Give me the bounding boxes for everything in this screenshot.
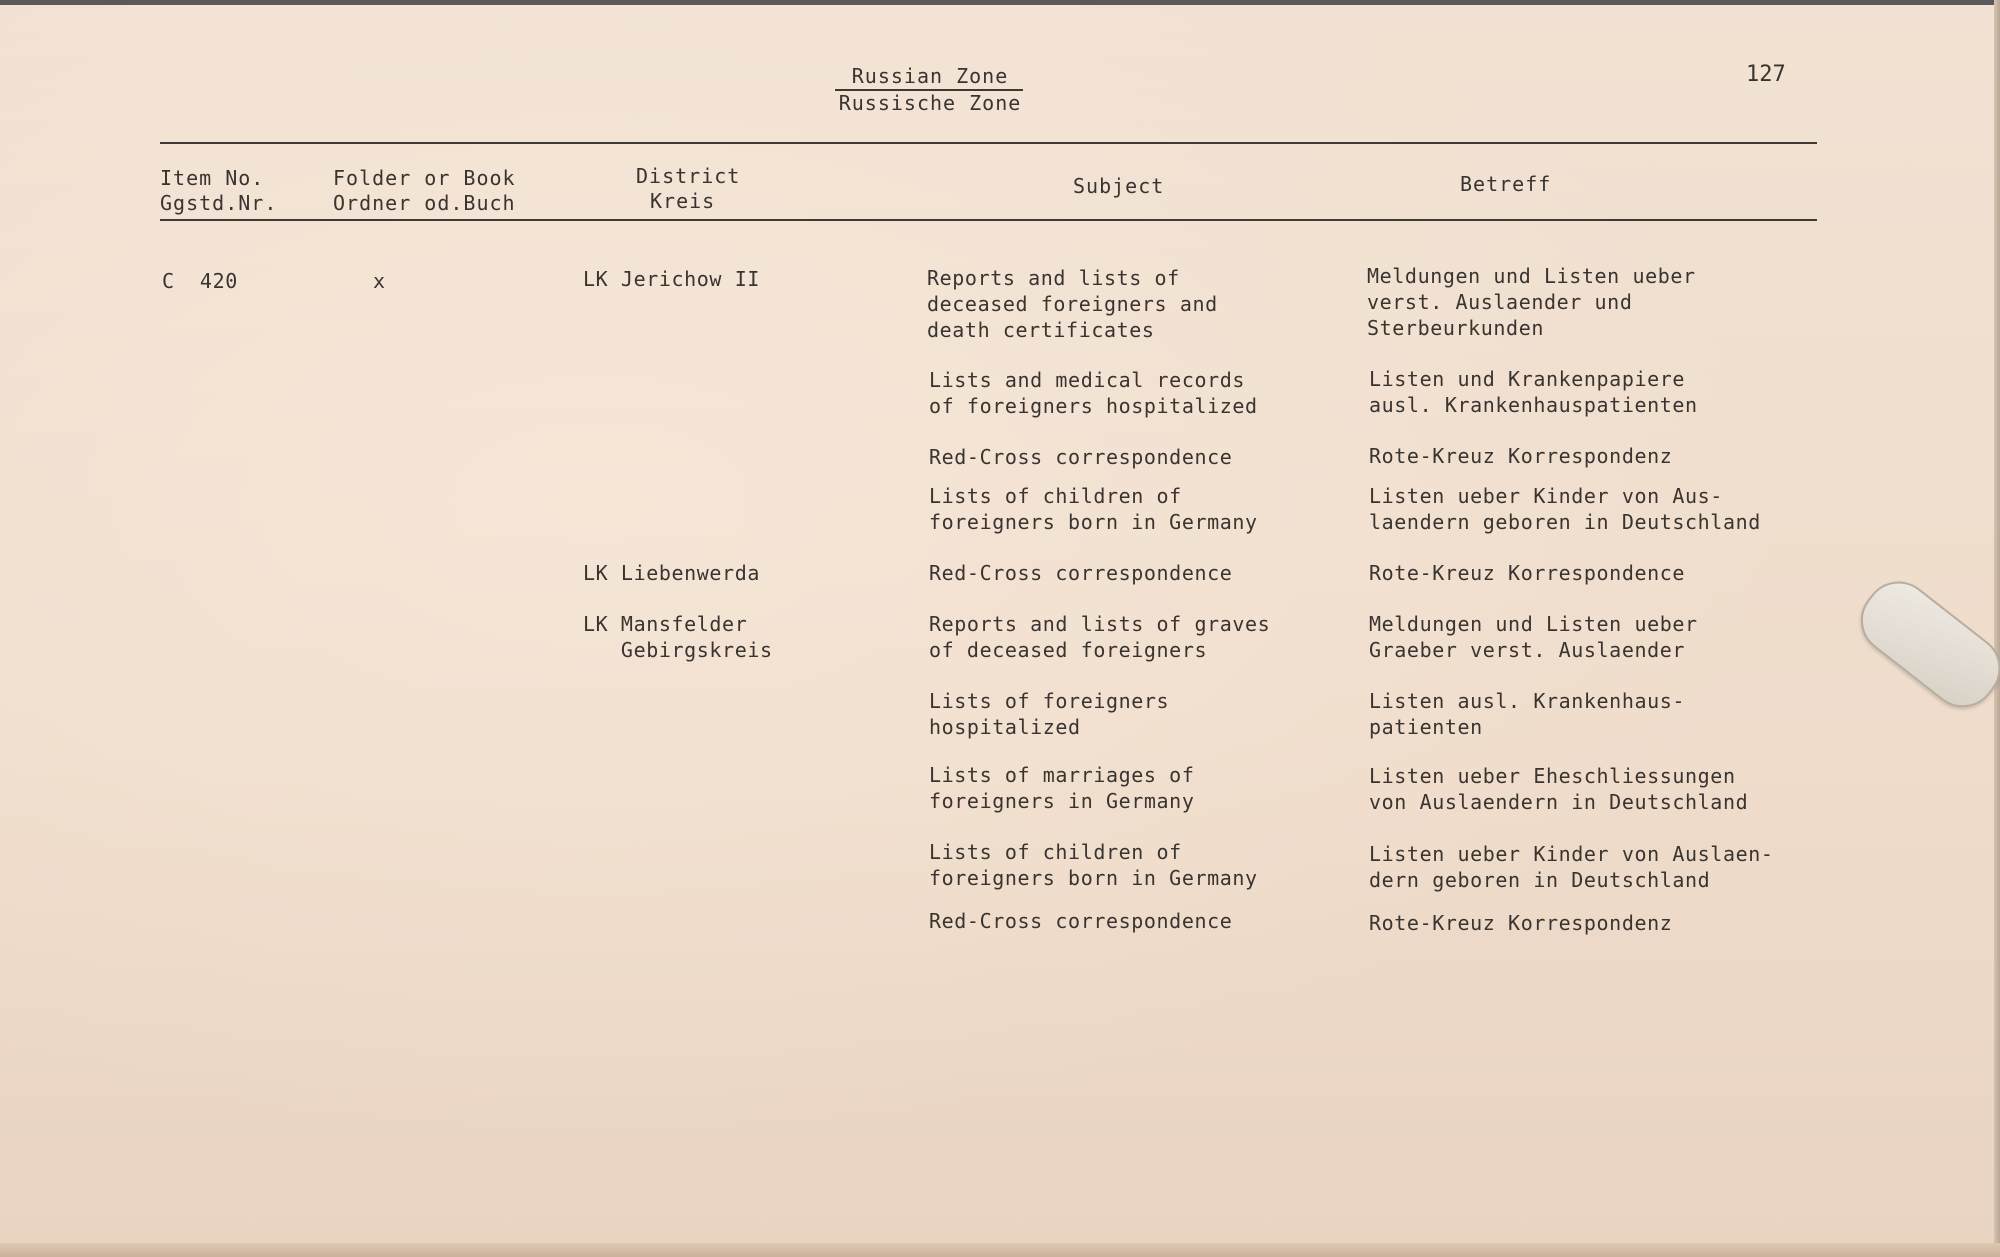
betreff-cell: Listen ueber Eheschliessungen von Auslaendern in Deutschland [1369, 764, 1749, 814]
index-tab [1847, 568, 2000, 721]
subject-cell: Lists of marriages of foreigners in Germany [929, 763, 1195, 813]
betreff-cell: Listen ausl. Krankenhaus- patienten [1369, 689, 1686, 739]
page-right-edge [1994, 0, 2000, 1257]
betreff-cell: Meldungen und Listen ueber Graeber verst. Auslaender [1369, 612, 1698, 662]
scan-top-edge [0, 0, 2000, 5]
subject-cell: Lists and medical records of foreigners hospitalized [929, 368, 1258, 418]
item-number: C 420 [162, 269, 238, 293]
header-top-rule [160, 142, 1817, 144]
betreff-cell: Rote-Kreuz Korrespondenz [1369, 444, 1673, 468]
subject-cell: Reports and lists of deceased foreigners and death certificates [927, 266, 1218, 342]
subject-cell: Reports and lists of graves of deceased foreigners [929, 612, 1271, 662]
folder-mark: x [373, 269, 386, 293]
subject-cell: Lists of children of foreigners born in Germany [929, 484, 1258, 534]
betreff-cell: Meldungen und Listen ueber verst. Auslaender und Sterbeurkunden [1367, 264, 1696, 340]
betreff-cell: Listen ueber Kinder von Auslaen- dern geboren in Deutschland [1369, 842, 1774, 892]
header-betreff: Betreff [1460, 172, 1552, 196]
header-item-no-de: Ggstd.Nr. [160, 191, 278, 215]
header-bottom-rule [160, 219, 1817, 221]
subject-cell: Lists of foreigners hospitalized [929, 689, 1170, 739]
header-subject: Subject [1073, 174, 1165, 198]
header-folder-de: Ordner od.Buch [333, 191, 516, 215]
subject-cell: Red-Cross correspondence [929, 909, 1233, 933]
header-item-no-en: Item No. [160, 166, 265, 190]
zone-title-german: Russische Zone [838, 91, 1022, 115]
betreff-cell: Listen ueber Kinder von Aus- laendern geboren in Deutschland [1369, 484, 1761, 534]
header-district-de: Kreis [650, 189, 716, 213]
district-liebenwerda: LK Liebenwerda [583, 561, 760, 585]
betreff-cell: Rote-Kreuz Korrespondenz [1369, 911, 1673, 935]
subject-cell: Red-Cross correspondence [929, 445, 1233, 469]
zone-title-english: Russian Zone [851, 64, 1009, 88]
district-jerichow: LK Jerichow II [583, 267, 760, 291]
subject-cell: Lists of children of foreigners born in Germany [929, 840, 1258, 890]
page-number: 127 [1746, 62, 1786, 87]
betreff-cell: Listen und Krankenpapiere ausl. Krankenhauspatienten [1369, 367, 1698, 417]
district-mansfelder: LK Mansfelder Gebirgskreis [583, 612, 773, 662]
betreff-cell: Rote-Kreuz Korrespondence [1369, 561, 1686, 585]
header-district-en: District [636, 164, 741, 188]
page-bottom-edge [0, 1243, 2000, 1257]
header-folder-en: Folder or Book [333, 166, 516, 190]
subject-cell: Red-Cross correspondence [929, 561, 1233, 585]
